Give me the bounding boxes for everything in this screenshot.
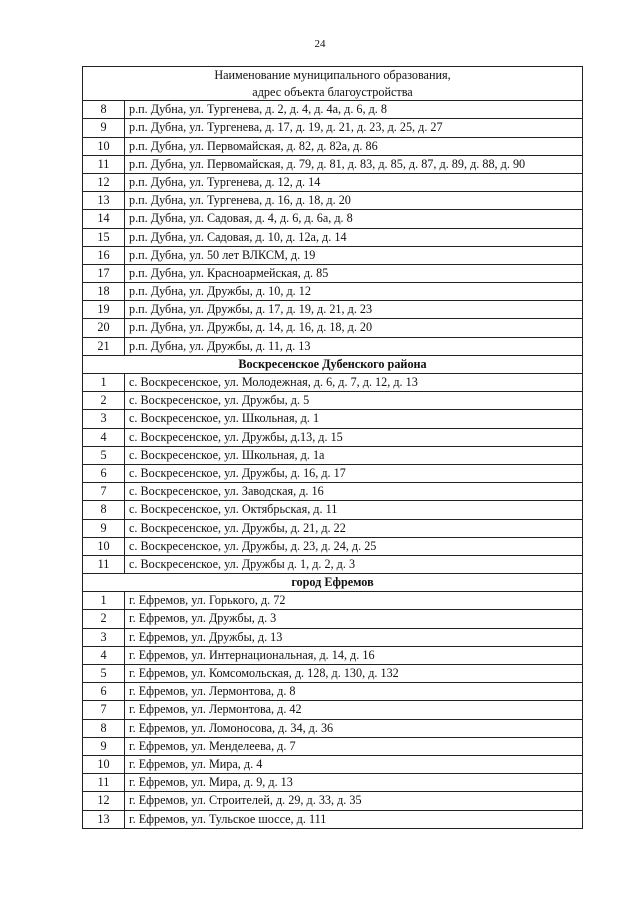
table-row (83, 192, 583, 210)
table-row (83, 446, 583, 464)
table-row (83, 483, 583, 501)
row-number: 14 (83, 210, 125, 228)
row-number: 9 (83, 737, 125, 755)
table-row (83, 592, 583, 610)
row-address: р.п. Дубна, ул. 50 лет ВЛКСМ, д. 19 (125, 246, 583, 264)
row-address: с. Воскресенское, ул. Дружбы, д.13, д. 15 (125, 428, 583, 446)
table-row (83, 774, 583, 792)
row-number: 20 (83, 319, 125, 337)
row-number: 9 (83, 119, 125, 137)
row-address: р.п. Дубна, ул. Тургенева, д. 17, д. 19, д. 21, д. 23, д. 25, д. 27 (125, 119, 583, 137)
row-address: р.п. Дубна, ул. Дружбы, д. 10, д. 12 (125, 283, 583, 301)
row-number: 2 (83, 610, 125, 628)
row-number: 16 (83, 246, 125, 264)
table-row (83, 683, 583, 701)
table-row (83, 464, 583, 482)
row-address: с. Воскресенское, ул. Дружбы д. 1, д. 2, д. 3 (125, 555, 583, 573)
row-number: 1 (83, 592, 125, 610)
table-header-row (83, 67, 583, 101)
row-address: р.п. Дубна, ул. Красноармейская, д. 85 (125, 264, 583, 282)
header-line-1: Наименование муниципального образования, (214, 68, 451, 82)
row-number: 11 (83, 555, 125, 573)
table-row (83, 628, 583, 646)
row-address: с. Воскресенское, ул. Октябрьская, д. 11 (125, 501, 583, 519)
section-row (83, 355, 583, 373)
row-number: 3 (83, 410, 125, 428)
row-address: г. Ефремов, ул. Мира, д. 9, д. 13 (125, 774, 583, 792)
row-address: р.п. Дубна, ул. Дружбы, д. 14, д. 16, д. 18, д. 20 (125, 319, 583, 337)
table-row (83, 646, 583, 664)
row-address: г. Ефремов, ул. Дружбы, д. 13 (125, 628, 583, 646)
row-number: 7 (83, 483, 125, 501)
row-number: 11 (83, 155, 125, 173)
row-number: 13 (83, 810, 125, 828)
row-number: 10 (83, 755, 125, 773)
row-address: г. Ефремов, ул. Интернациональная, д. 14, д. 16 (125, 646, 583, 664)
table-row (83, 173, 583, 191)
row-number: 10 (83, 537, 125, 555)
table-row (83, 337, 583, 355)
table-row (83, 319, 583, 337)
address-table (82, 66, 583, 829)
table-row (83, 810, 583, 828)
row-address: г. Ефремов, ул. Горького, д. 72 (125, 592, 583, 610)
row-number: 6 (83, 464, 125, 482)
row-address: р.п. Дубна, ул. Тургенева, д. 2, д. 4, д. 4а, д. 6, д. 8 (125, 101, 583, 119)
table-row (83, 665, 583, 683)
table-row (83, 519, 583, 537)
row-number: 10 (83, 137, 125, 155)
row-number: 11 (83, 774, 125, 792)
row-number: 19 (83, 301, 125, 319)
table-row (83, 374, 583, 392)
row-address: с. Воскресенское, ул. Школьная, д. 1 (125, 410, 583, 428)
table-row (83, 301, 583, 319)
section-title: Воскресенское Дубенского района (83, 355, 583, 373)
table-row (83, 119, 583, 137)
row-number: 4 (83, 646, 125, 664)
row-address: г. Ефремов, ул. Лермонтова, д. 8 (125, 683, 583, 701)
table-row (83, 101, 583, 119)
row-number: 18 (83, 283, 125, 301)
row-address: р.п. Дубна, ул. Дружбы, д. 17, д. 19, д. 21, д. 23 (125, 301, 583, 319)
table-row (83, 755, 583, 773)
row-address: р.п. Дубна, ул. Первомайская, д. 82, д. 82а, д. 86 (125, 137, 583, 155)
row-number: 8 (83, 101, 125, 119)
row-address: с. Воскресенское, ул. Дружбы, д. 23, д. 24, д. 25 (125, 537, 583, 555)
table-row (83, 537, 583, 555)
row-number: 17 (83, 264, 125, 282)
row-address: г. Ефремов, ул. Менделеева, д. 7 (125, 737, 583, 755)
row-number: 12 (83, 792, 125, 810)
row-number: 4 (83, 428, 125, 446)
row-address: р.п. Дубна, ул. Садовая, д. 10, д. 12а, д. 14 (125, 228, 583, 246)
row-number: 21 (83, 337, 125, 355)
row-address: р.п. Дубна, ул. Садовая, д. 4, д. 6, д. 6а, д. 8 (125, 210, 583, 228)
row-address: р.п. Дубна, ул. Тургенева, д. 16, д. 18, д. 20 (125, 192, 583, 210)
row-number: 6 (83, 683, 125, 701)
page-number: 24 (314, 38, 326, 50)
row-address: г. Ефремов, ул. Строителей, д. 29, д. 33, д. 35 (125, 792, 583, 810)
table-row (83, 264, 583, 282)
row-number: 13 (83, 192, 125, 210)
row-address: с. Воскресенское, ул. Дружбы, д. 16, д. 17 (125, 464, 583, 482)
table-row (83, 137, 583, 155)
row-number: 7 (83, 701, 125, 719)
table-row (83, 246, 583, 264)
table-row (83, 501, 583, 519)
table-row (83, 283, 583, 301)
table-row (83, 410, 583, 428)
row-address: с. Воскресенское, ул. Дружбы, д. 5 (125, 392, 583, 410)
row-address: с. Воскресенское, ул. Школьная, д. 1а (125, 446, 583, 464)
row-address: р.п. Дубна, ул. Тургенева, д. 12, д. 14 (125, 173, 583, 191)
row-number: 1 (83, 374, 125, 392)
table-row (83, 737, 583, 755)
table-row (83, 719, 583, 737)
table-row (83, 155, 583, 173)
row-address: г. Ефремов, ул. Комсомольская, д. 128, д. 130, д. 132 (125, 665, 583, 683)
row-address: г. Ефремов, ул. Лермонтова, д. 42 (125, 701, 583, 719)
address-table-body (83, 67, 583, 829)
row-number: 3 (83, 628, 125, 646)
row-address: р.п. Дубна, ул. Дружбы, д. 11, д. 13 (125, 337, 583, 355)
table-row (83, 610, 583, 628)
row-address: г. Ефремов, ул. Тульское шоссе, д. 111 (125, 810, 583, 828)
section-title: город Ефремов (83, 574, 583, 592)
row-number: 5 (83, 665, 125, 683)
row-address: с. Воскресенское, ул. Молодежная, д. 6, д. 7, д. 12, д. 13 (125, 374, 583, 392)
row-address: р.п. Дубна, ул. Первомайская, д. 79, д. 81, д. 83, д. 85, д. 87, д. 89, д. 88, д. 90 (125, 155, 583, 173)
row-number: 2 (83, 392, 125, 410)
row-address: г. Ефремов, ул. Мира, д. 4 (125, 755, 583, 773)
row-number: 8 (83, 719, 125, 737)
row-address: г. Ефремов, ул. Ломоносова, д. 34, д. 36 (125, 719, 583, 737)
table-row (83, 392, 583, 410)
row-number: 9 (83, 519, 125, 537)
row-address: г. Ефремов, ул. Дружбы, д. 3 (125, 610, 583, 628)
row-number: 15 (83, 228, 125, 246)
row-address: с. Воскресенское, ул. Дружбы, д. 21, д. 22 (125, 519, 583, 537)
table-row (83, 555, 583, 573)
table-row (83, 228, 583, 246)
row-number: 8 (83, 501, 125, 519)
table-row (83, 428, 583, 446)
header-line-2: адрес объекта благоустройства (252, 84, 413, 99)
table-header (83, 67, 583, 101)
table-row (83, 701, 583, 719)
table-row (83, 210, 583, 228)
table-row (83, 792, 583, 810)
row-number: 5 (83, 446, 125, 464)
section-row (83, 574, 583, 592)
row-number: 12 (83, 173, 125, 191)
row-address: с. Воскресенское, ул. Заводская, д. 16 (125, 483, 583, 501)
